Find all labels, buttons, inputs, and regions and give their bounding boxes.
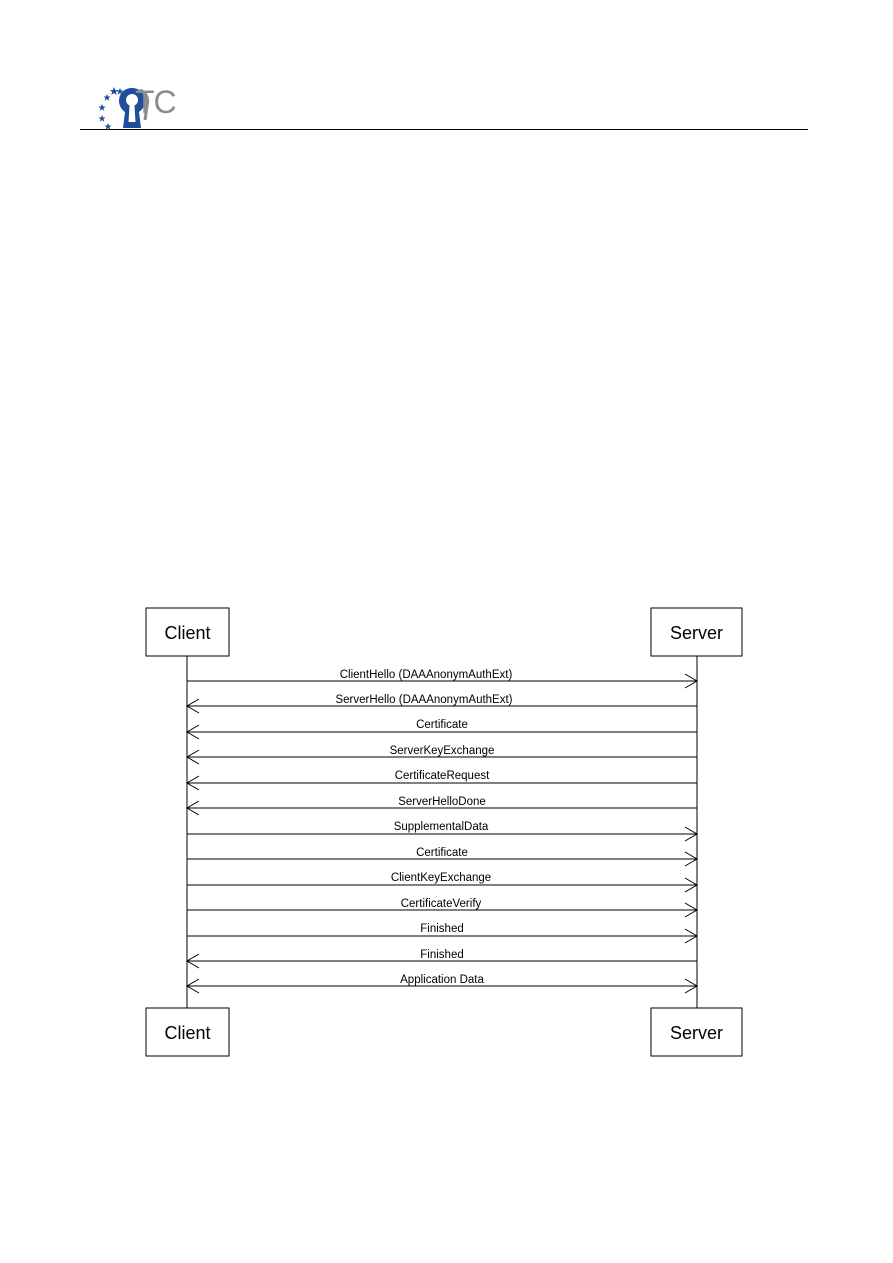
server-label-bottom: Server — [669, 1023, 724, 1043]
message-label: ServerHelloDone — [398, 796, 486, 808]
client-box-bottom — [146, 1008, 229, 1056]
message-row — [187, 719, 697, 739]
message-label: Application Data — [400, 974, 484, 986]
message-label: CertificateRequest — [394, 770, 490, 782]
server-box-top — [651, 608, 742, 656]
message-label: Certificate — [416, 847, 468, 859]
message-row — [187, 694, 697, 713]
message-row — [187, 847, 697, 866]
message-label: Finished — [420, 949, 464, 961]
message-row — [187, 669, 697, 688]
message-row — [187, 821, 697, 841]
message-row — [187, 949, 697, 968]
server-box-bottom — [651, 1008, 742, 1056]
message-row — [187, 770, 697, 790]
message-label: Certificate — [416, 719, 468, 731]
message-label: ServerHello (DAAAnonymAuthExt) — [335, 694, 513, 706]
server-label-top: Server — [669, 623, 724, 643]
message-row — [187, 745, 697, 764]
message-label: Finished — [420, 923, 464, 935]
client-box-top — [146, 608, 229, 656]
message-label: ClientKeyExchange — [390, 872, 492, 884]
client-label-bottom: Client — [164, 1023, 211, 1043]
message-row — [187, 898, 697, 917]
message-label: CertificateVerify — [400, 898, 482, 910]
message-label: ServerKeyExchange — [389, 745, 495, 757]
client-label-top: Client — [164, 623, 211, 643]
message-row — [187, 974, 697, 993]
message-row — [187, 872, 697, 892]
message-row — [187, 923, 697, 943]
message-label: ClientHello (DAAAnonymAuthExt) — [339, 669, 513, 681]
message-row — [187, 796, 697, 815]
message-label: SupplementalData — [393, 821, 489, 833]
logo-text: TC — [135, 84, 176, 120]
